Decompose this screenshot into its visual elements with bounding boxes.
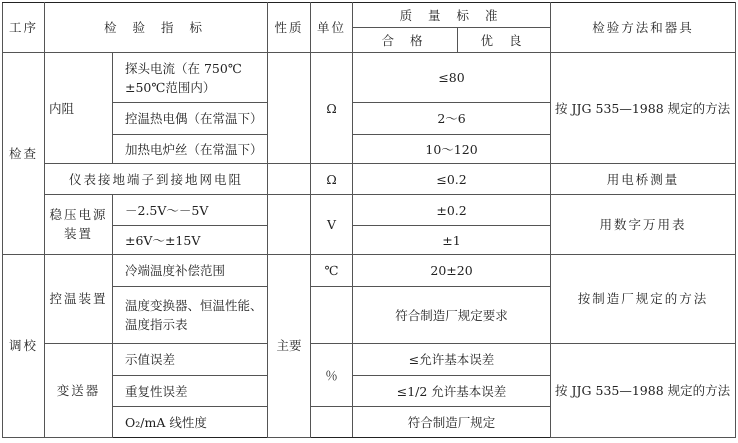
heater-wire-label: 加热电炉丝（在常温下） bbox=[113, 134, 268, 163]
linearity-standard: 符合制造厂规定 bbox=[353, 407, 551, 438]
ground-standard: ≤0.2 bbox=[353, 164, 551, 195]
voltage-method: 用数字万用表 bbox=[551, 194, 736, 254]
nature-main: 主要 bbox=[268, 254, 311, 437]
thermocouple-standard: 2～6 bbox=[353, 103, 551, 135]
voltage-range-a-standard: ±0.2 bbox=[353, 194, 551, 226]
temp-converter-standard: 符合制造厂规定要求 bbox=[353, 287, 551, 344]
transmitter-method: 按 JJG 535—1988 规定的方法 bbox=[551, 344, 736, 438]
percent-unit: ％ bbox=[311, 344, 353, 407]
header-nature: 性质 bbox=[268, 3, 311, 53]
cold-junction-unit: ℃ bbox=[311, 254, 353, 287]
nature-cell-resistance bbox=[268, 53, 311, 164]
voltage-range-b-standard: ±1 bbox=[353, 226, 551, 254]
temp-control-device-label: 控温装置 bbox=[45, 254, 113, 343]
process-calibration: 调校 bbox=[3, 254, 45, 437]
temp-method: 按制造厂规定的方法 bbox=[551, 254, 736, 343]
transmitter-label: 变送器 bbox=[45, 344, 113, 438]
internal-resistance-label: 内阻 bbox=[45, 53, 113, 164]
voltage-range-b-label: ±6V～±15V bbox=[113, 226, 268, 254]
header-method: 检验方法和器具 bbox=[551, 3, 736, 53]
process-inspection: 检查 bbox=[3, 53, 45, 255]
resistance-method: 按 JJG 535—1988 规定的方法 bbox=[551, 53, 736, 164]
header-indicator: 检 验 指 标 bbox=[45, 3, 268, 53]
cold-junction-standard: 20±20 bbox=[353, 254, 551, 287]
ground-terminal-label: 仪表接地端子到接地网电阻 bbox=[45, 164, 268, 195]
temp-converter-unit bbox=[311, 287, 353, 344]
resistance-unit: Ω bbox=[311, 53, 353, 164]
nature-cell-voltage bbox=[268, 194, 311, 254]
linearity-label: O₂/mA 线性度 bbox=[113, 407, 268, 438]
heater-wire-standard: 10～120 bbox=[353, 134, 551, 163]
nature-cell-ground bbox=[268, 164, 311, 195]
header-excellent: 优 良 bbox=[458, 28, 551, 53]
indication-error-standard: ≤允许基本误差 bbox=[353, 344, 551, 376]
probe-current-standard: ≤80 bbox=[353, 53, 551, 103]
header-qualified: 合 格 bbox=[353, 28, 458, 53]
voltage-range-a-label: －2.5V～－5V bbox=[113, 194, 268, 226]
repeatability-error-label: 重复性误差 bbox=[113, 375, 268, 407]
probe-current-label: 探头电流（在 750℃±50℃范围内） bbox=[113, 53, 268, 103]
ground-unit: Ω bbox=[311, 164, 353, 195]
header-process: 工序 bbox=[3, 3, 45, 53]
header-unit: 单位 bbox=[311, 3, 353, 53]
regulated-power-label: 稳压电源装置 bbox=[45, 194, 113, 254]
thermocouple-label: 控温热电偶（在常温下） bbox=[113, 103, 268, 135]
temp-converter-label: 温度变换器、恒温性能、温度指示表 bbox=[113, 287, 268, 344]
inspection-standards-table bbox=[2, 2, 736, 438]
repeatability-error-standard: ≤1/2 允许基本误差 bbox=[353, 375, 551, 407]
indication-error-label: 示值误差 bbox=[113, 344, 268, 376]
linearity-unit bbox=[311, 407, 353, 438]
cold-junction-label: 冷端温度补偿范围 bbox=[113, 254, 268, 287]
header-quality-standard: 质 量 标 准 bbox=[353, 3, 551, 28]
ground-method: 用电桥测量 bbox=[551, 164, 736, 195]
voltage-unit: V bbox=[311, 194, 353, 254]
